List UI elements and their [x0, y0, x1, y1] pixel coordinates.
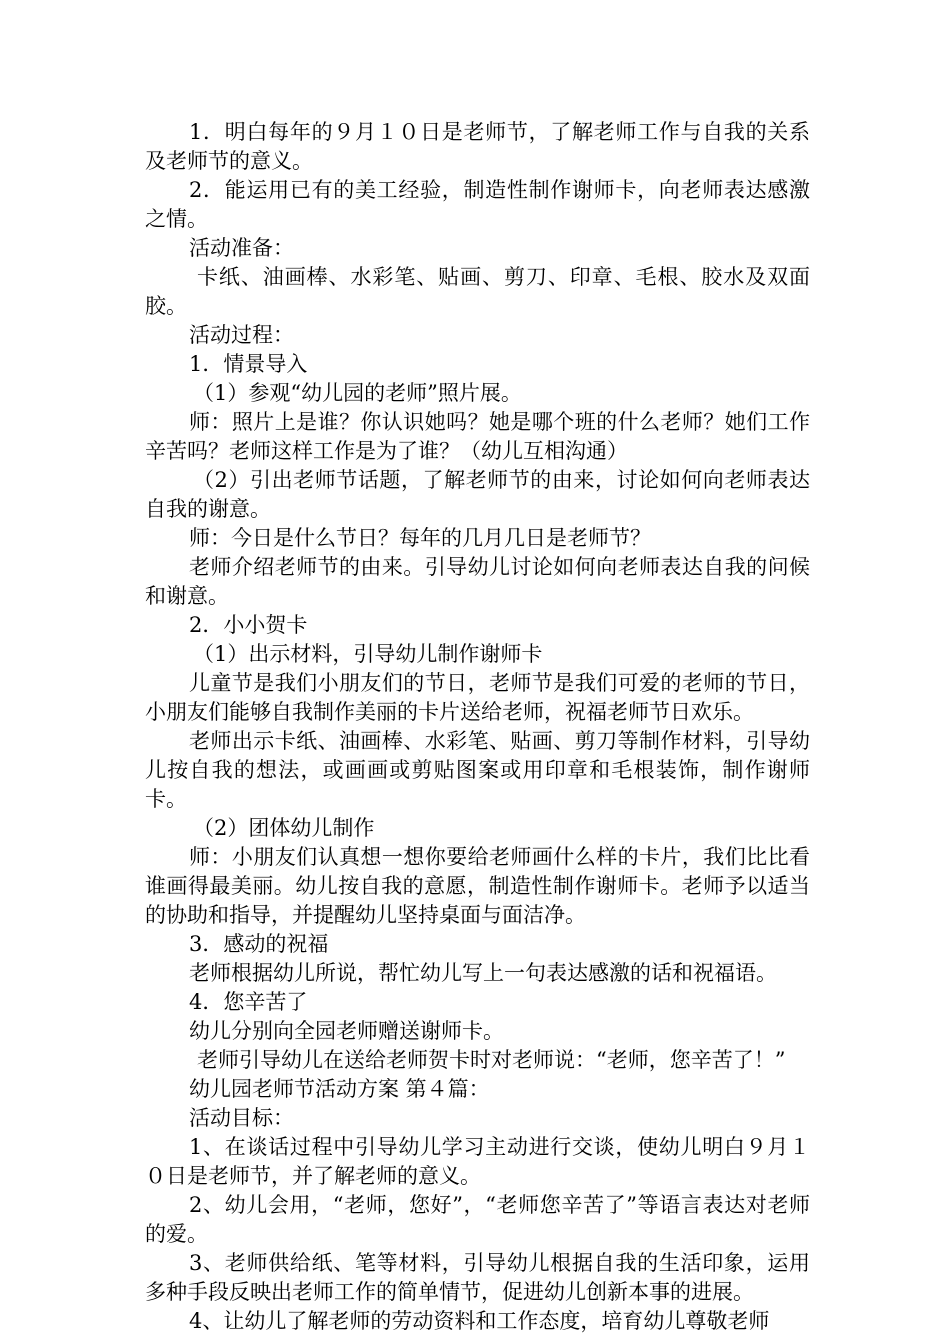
blessing-paragraph: 老师根据幼儿所说，帮忙幼儿写上一句表达感激的话和祝福语。 — [189, 961, 777, 985]
section-heading-goals: 活动目标： — [189, 1106, 294, 1130]
teacher-intro-paragraph: 老师介绍老师节的由来。引导幼儿讨论如何向老师表达自我的问候和谢意。 — [145, 555, 810, 608]
teacher-dialogue-1: 师：照片上是谁？你认识她吗？她是哪个班的什么老师？她们工作辛苦吗？老师这样工作是为了谁？（幼儿互相沟通） — [145, 410, 810, 463]
gift-paragraph: 幼儿分别向全园老师赠送谢师卡。 — [189, 1019, 504, 1043]
goal-paragraph-1: 1．明白每年的９月１０日是老师节，了解老师工作与自我的关系及老师节的意义。 — [145, 120, 810, 173]
teacher-dialogue-3: 师：小朋友们认真想一想你要给老师画什么样的卡片，我们比比看谁画得最美丽。幼儿按自我的意愿，制造性制作谢师卡。老师予以适当的协助和指导，并提醒幼儿坚持桌面与面洁净。 — [145, 845, 810, 927]
step-heading-2: 2．小小贺卡 — [189, 613, 308, 637]
substep-2-2: （2）团体幼儿制作 — [193, 816, 375, 840]
goal-paragraph-2: 2．能运用已有的美工经验，制造性制作谢师卡，向老师表达感激之情。 — [145, 178, 810, 231]
goal-item-1: 1、在谈话过程中引导幼儿学习主动进行交谈，使幼儿明白９月１０日是老师节，并了解老师的意义。 — [145, 1135, 810, 1188]
teacher-dialogue-2: 师：今日是什么节日？每年的几月几日是老师节？ — [189, 526, 651, 550]
substep-1-2: （2）引出老师节话题，了解老师节的由来，讨论如何向老师表达自我的谢意。 — [145, 468, 810, 521]
substep-1-1: （1）参观“幼儿园的老师”照片展。 — [193, 381, 522, 405]
step-heading-4: 4．您辛苦了 — [189, 990, 308, 1014]
goal-item-3: 3、老师供给纸、笔等材料，引导幼儿根据自我的生活印象，运用多种手段反映出老师工作的简单情节，促进幼儿创新本事的进展。 — [145, 1251, 810, 1304]
materials-demo-paragraph: 老师出示卡纸、油画棒、水彩笔、贴画、剪刀等制作材料，引导幼儿按自我的想法，或画画或剪贴图案或用印章和毛根装饰，制作谢师卡。 — [145, 729, 810, 811]
section-title-part-4: 幼儿园老师节活动方案 第４篇： — [189, 1077, 490, 1101]
document-body — [145, 118, 810, 1336]
thanks-paragraph: 老师引导幼儿在送给老师贺卡时对老师说：“老师，您辛苦了！” — [197, 1048, 786, 1072]
step-heading-3: 3．感动的祝福 — [189, 932, 329, 956]
childrens-day-paragraph: 儿童节是我们小朋友们的节日，老师节是我们可爱的老师的节日，小朋友们能够自我制作美丽的卡片送给老师，祝福老师节日欢乐。 — [145, 671, 810, 724]
substep-2-1: （1）出示材料，引导幼儿制作谢师卡 — [193, 642, 543, 666]
materials-paragraph: 卡纸、油画棒、水彩笔、贴画、剪刀、印章、毛根、胶水及双面胶。 — [145, 265, 810, 318]
section-heading-preparation: 活动准备： — [189, 236, 294, 260]
step-heading-1: 1．情景导入 — [189, 352, 308, 376]
goal-item-4: 4、让幼儿了解老师的劳动资料和工作态度，培育幼儿尊敬老师 — [189, 1309, 770, 1333]
goal-item-2: 2、幼儿会用，“老师，您好”，“老师您辛苦了”等语言表达对老师的爱。 — [145, 1193, 810, 1246]
section-heading-process: 活动过程： — [189, 323, 294, 347]
